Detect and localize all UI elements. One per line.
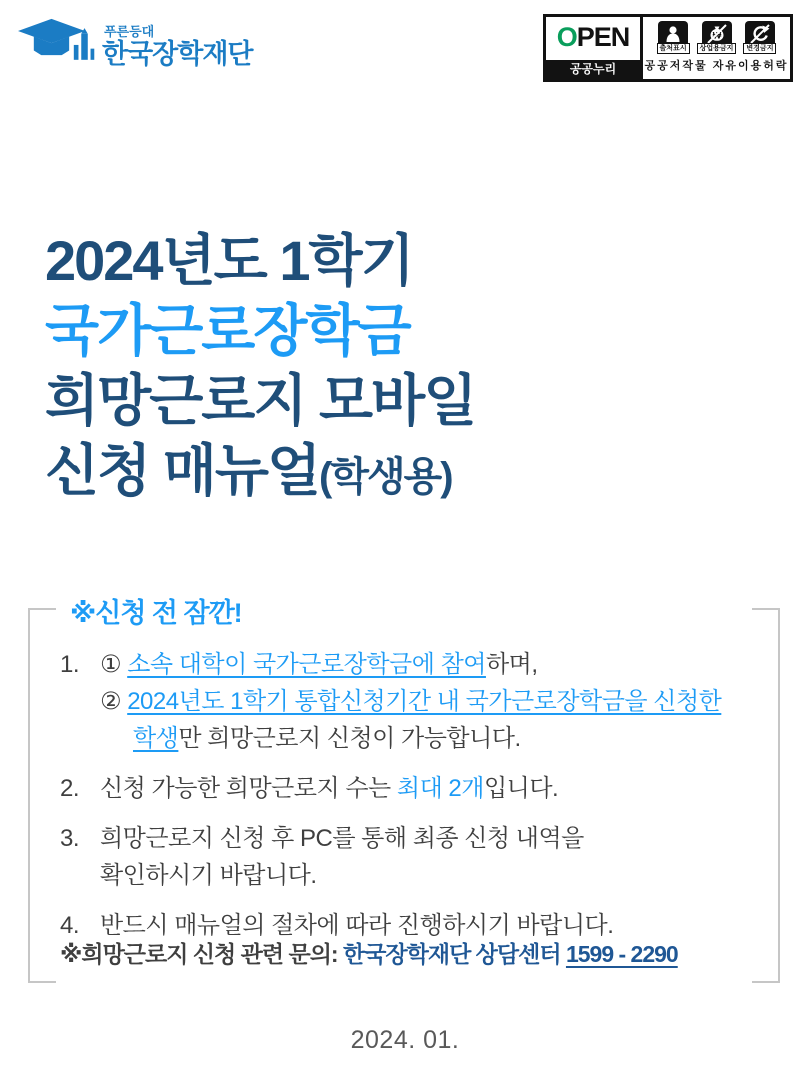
open-wordmark: OPEN — [556, 22, 630, 52]
item-3-line-2: 확인하시기 바랍니다. — [100, 862, 317, 889]
item-number: 1. — [60, 651, 80, 678]
item-1-line-3 — [100, 720, 754, 757]
item-2-max-count: 최대 2개 — [396, 775, 484, 802]
document-title — [45, 226, 475, 512]
item-1-line-3-rest: 만 희망근로지 신청이 가능합니다. — [178, 725, 521, 752]
item-3-line-1: 희망근로지 신청 후 PC를 통해 최종 신청 내역을 — [100, 825, 584, 852]
notice-item-1 — [60, 646, 754, 757]
contact-label: ※희망근로지 신청 관련 문의: — [60, 941, 343, 967]
contact-center-name: 한국장학재단 상담센터 — [342, 941, 566, 967]
title-line-4-sub: (학생용) — [319, 455, 452, 499]
item-1-line-2 — [100, 683, 754, 720]
item-number: 4. — [60, 912, 80, 939]
contact-info-line — [60, 936, 678, 969]
logo-text — [102, 21, 253, 72]
logo-org-name: 한국장학재단 — [102, 38, 253, 69]
item-2-pre: 신청 가능한 희망근로지 수는 — [100, 775, 397, 802]
logo-tagline: 푸른등대 — [104, 23, 155, 39]
foundation-logo — [18, 16, 253, 72]
svg-text:₩: ₩ — [712, 30, 721, 41]
link-applied-in-period[interactable]: 2024년도 1학기 통합신청기간 내 국가근로장학금을 신청한 — [127, 688, 722, 715]
contact-phone-number[interactable]: 1599 - 2290 — [565, 941, 678, 967]
title-line-3: 희망근로지 모바일 — [45, 369, 476, 432]
no-commercial-label: 상업용금지 — [697, 43, 737, 54]
no-derivatives-label: 변경금지 — [743, 43, 776, 54]
title-line-4 — [45, 436, 475, 512]
box-corner-bottom-right — [752, 981, 778, 983]
graduation-cap-icon — [18, 16, 98, 72]
item-1-line-1-rest: 하며, — [485, 651, 538, 678]
kogl-condition-icons — [657, 21, 777, 54]
no-derivatives-condition — [743, 21, 776, 54]
attribution-label: 출처표시 — [657, 43, 690, 54]
item-2-post: 입니다. — [483, 775, 559, 802]
pre-application-notice-box — [28, 598, 780, 983]
item-number: 3. — [60, 825, 80, 852]
item-4-text: 반드시 매뉴얼의 절차에 따라 진행하시기 바랍니다. — [100, 912, 614, 939]
no-commercial-condition — [697, 21, 737, 54]
title-line-1: 2024년도 1학기 — [45, 229, 413, 292]
item-1-line-1 — [100, 646, 754, 683]
kogl-caption: 공공저작물 자유이용허락 — [644, 60, 789, 72]
link-student[interactable]: 학생 — [133, 725, 179, 752]
item-body — [100, 770, 754, 807]
link-university-participation[interactable]: 소속 대학이 국가근로장학금에 참여 — [127, 651, 486, 678]
notice-item-2 — [60, 770, 754, 807]
kogl-open-badge — [543, 14, 793, 82]
box-corner-bottom-left — [30, 981, 56, 983]
notice-list — [30, 608, 778, 944]
box-corner-top-right — [752, 608, 778, 610]
publication-date: 2024. 01. — [350, 1026, 460, 1054]
item-body — [100, 820, 754, 894]
notice-heading: ※신청 전 잠깐! — [64, 591, 248, 630]
attribution-condition — [657, 21, 690, 54]
item-body — [100, 646, 754, 757]
title-line-4-main: 신청 매뉴얼 — [45, 439, 320, 502]
kogl-conditions-panel — [643, 17, 790, 79]
kogl-license-name: 공공누리 — [546, 60, 640, 79]
box-corner-top-left — [30, 608, 56, 610]
circled-number-1: ① — [100, 651, 128, 678]
circled-number-2: ② — [100, 688, 128, 715]
item-number: 2. — [60, 775, 80, 802]
title-line-2: 국가근로장학금 — [45, 299, 410, 362]
kogl-open-wordmark-panel — [546, 17, 643, 79]
notice-item-3 — [60, 820, 754, 894]
